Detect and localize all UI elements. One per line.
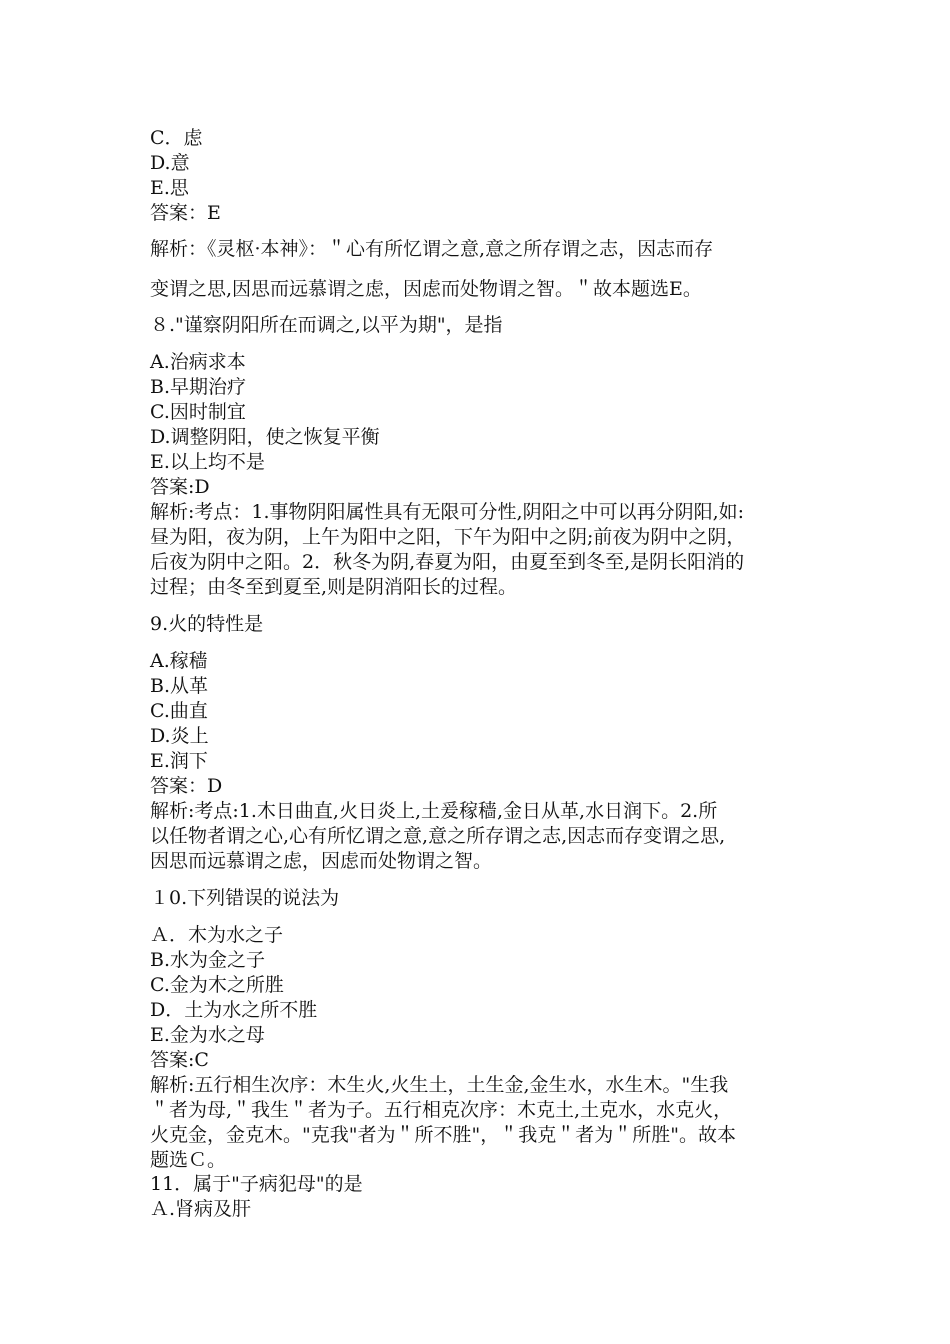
q8-answer: 答案:D (150, 476, 210, 498)
q7-analysis-line-1: 解析：《灵枢·本神》：＂心有所忆谓之意,意之所存谓之志，因志而存 (150, 238, 714, 260)
q10-analysis-line-1: 解析:五行相生次序：木生火,火生土，土生金,金生水，水生木。"生我 (150, 1074, 729, 1096)
q10-option-a: Ａ．木为水之子 (150, 924, 284, 946)
q10-analysis-line-4: 题选Ｃ。 (150, 1149, 227, 1171)
q11-option-a: Ａ.肾病及肝 (150, 1198, 252, 1220)
q8-analysis-line-2: 昼为阳，夜为阴，上午为阳中之阳，下午为阳中之阴;前夜为阴中之阴， (150, 526, 746, 548)
q10-answer: 答案:C (150, 1049, 209, 1071)
q8-analysis-line-3: 后夜为阴中之阳。2．秋冬为阴,春夏为阳，由夏至到冬至,是阴长阳消的 (150, 551, 745, 573)
q10-option-b: B.水为金之子 (150, 949, 266, 971)
q11-question: 11．属于"子病犯母"的是 (150, 1173, 363, 1195)
q8-option-b: B.早期治疗 (150, 376, 247, 398)
q8-analysis-line-4: 过程；由冬至到夏至,则是阴消阳长的过程。 (150, 576, 518, 598)
q8-analysis-line-1: 解析:考点：1.事物阴阳属性具有无限可分性,阴阳之中可以再分阴阳,如: (150, 501, 745, 523)
q8-question: ８."谨察阴阳所在而调之,以平为期"，是指 (150, 314, 503, 336)
q7-option-e: E.思 (150, 177, 189, 199)
q8-option-d: D.调整阴阳，使之恢复平衡 (150, 426, 380, 448)
q7-option-c: C．虑 (150, 127, 203, 149)
q9-option-a: A.稼穑 (150, 650, 208, 672)
q10-analysis-line-3: 火克金，金克木。"克我"者为＂所不胜"，＂我克＂者为＂所胜"。故本 (150, 1124, 736, 1146)
q9-question: 9.火的特性是 (150, 613, 264, 635)
q9-answer: 答案：D (150, 775, 223, 797)
q7-option-d: D.意 (150, 152, 190, 174)
q9-option-c: C.曲直 (150, 700, 208, 722)
q9-analysis-line-1: 解析:考点:1.木日曲直,火日炎上,土爰稼穑,金日从革,水日润下。2.所 (150, 800, 718, 822)
q10-option-e: E.金为水之母 (150, 1024, 265, 1046)
q7-answer: 答案：E (150, 202, 221, 224)
q8-option-e: E.以上均不是 (150, 451, 265, 473)
q10-option-d: D．土为水之所不胜 (150, 999, 318, 1021)
q9-option-b: B.从革 (150, 675, 209, 697)
document-page (150, 0, 830, 1344)
q8-option-c: C.因时制宜 (150, 401, 246, 423)
q7-analysis-line-2: 变谓之思,因思而远慕谓之虑，因虑而处物谓之智。＂故本题选E。 (150, 278, 702, 300)
q10-question: １0.下列错误的说法为 (150, 887, 340, 909)
q8-option-a: A.治病求本 (150, 351, 246, 373)
q9-option-e: E.润下 (150, 750, 208, 772)
q9-analysis-line-2: 以任物者谓之心,心有所忆谓之意,意之所存谓之志,因志而存变谓之思, (150, 825, 726, 847)
q10-analysis-line-2: ＂者为母,＂我生＂者为子。五行相克次序：木克土,土克水，水克火， (150, 1099, 733, 1121)
q10-option-c: C.金为木之所胜 (150, 974, 284, 996)
q9-analysis-line-3: 因思而远慕谓之虑，因虑而处物谓之智。 (150, 850, 493, 872)
q9-option-d: D.炎上 (150, 725, 209, 747)
